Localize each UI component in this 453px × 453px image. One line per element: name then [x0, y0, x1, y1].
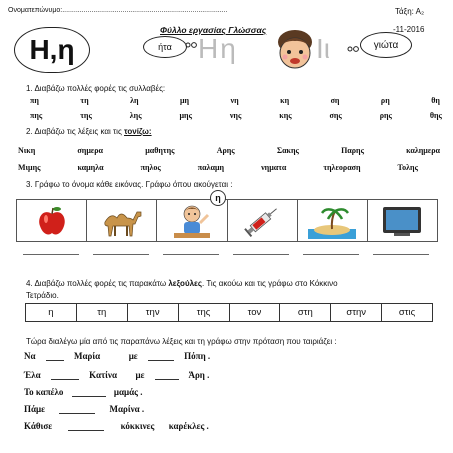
- syllable: ρης: [379, 111, 392, 120]
- syllable: ρη: [380, 96, 390, 105]
- small-word-box: στις: [398, 307, 416, 318]
- syllable: μη: [180, 96, 190, 105]
- sentence-5: [24, 421, 209, 431]
- section4-heading-emph: λεξούλες: [168, 279, 203, 288]
- class-label: Τάξη: Α₂: [395, 7, 425, 16]
- apple-picture: [17, 200, 87, 241]
- eta-symbol-tab: η: [210, 190, 226, 206]
- syllable: νης: [229, 111, 242, 120]
- sentence-part: Έλα: [24, 370, 41, 380]
- small-word-box: τον: [230, 304, 281, 321]
- sentence-4: [24, 404, 144, 414]
- sentence-part: με: [135, 370, 145, 380]
- small-word-box: την: [128, 304, 179, 321]
- answer-blank[interactable]: [68, 422, 104, 431]
- small-word-box: της: [179, 304, 230, 321]
- answer-blank[interactable]: [155, 371, 179, 380]
- word-row-2: [18, 163, 418, 172]
- sentence-part: Άρη .: [188, 370, 210, 380]
- sentence-part: Μαρία: [74, 351, 101, 361]
- giota-cloud: γιώτα: [360, 32, 412, 58]
- word: Παρης: [341, 146, 364, 155]
- girl-face-icon: [272, 28, 318, 74]
- speech-tail-icon: [185, 40, 199, 50]
- sentence-part: κόκκινες: [120, 421, 155, 431]
- sentence-part: Το καπέλο: [24, 387, 64, 397]
- section2-heading: [26, 127, 152, 136]
- letter-cloud: Η,η: [14, 27, 90, 73]
- island-icon: [308, 203, 356, 239]
- name-field-label: Ονοματεπώνυμο:.....................................................................................: [8, 7, 228, 14]
- sentence-part: Πάμε: [24, 404, 45, 414]
- small-words-row: [25, 303, 433, 322]
- syllable: κης: [279, 111, 292, 120]
- syllable: πης: [30, 111, 43, 120]
- answer-line[interactable]: [23, 244, 79, 255]
- word: Τολης: [397, 163, 418, 172]
- worksheet-title: Φύλλο εργασίας Γλώσσας: [160, 25, 267, 35]
- speech-tail-icon-2: [346, 44, 360, 54]
- camel-icon: [97, 204, 147, 238]
- sentence-part: Να: [24, 351, 36, 361]
- word: Μιμης: [18, 163, 41, 172]
- big-iota-letters: Ιι: [316, 33, 330, 64]
- sentence-part: Πόπη .: [184, 351, 211, 361]
- word-row-1: [18, 146, 440, 155]
- syllable: θη: [431, 96, 440, 105]
- boy-icon: [170, 203, 214, 239]
- section2-heading-text: 2. Διαβάζω τις λέξεις και τις: [26, 127, 125, 136]
- island-picture: [298, 200, 368, 241]
- syllable: ση: [330, 96, 340, 105]
- date-label: -11-2016: [393, 25, 425, 34]
- syllable: πη: [30, 96, 39, 105]
- camel-picture: [87, 200, 157, 241]
- syllable: λης: [129, 111, 142, 120]
- word: τηλεοραση: [323, 163, 361, 172]
- syllable: μης: [179, 111, 192, 120]
- syllable: νη: [230, 96, 239, 105]
- section2-heading-emph: τονίζω:: [124, 127, 152, 136]
- syllable-row-2: [30, 111, 442, 120]
- fill-instruction: Τώρα διαλέγω μία από τις παραπάνω λέξεις και τη γράφω στην πρόταση που ταιριάζει :: [26, 337, 337, 346]
- answer-line[interactable]: [93, 244, 149, 255]
- small-word-box: η: [26, 304, 77, 321]
- sentence-2: [24, 370, 209, 380]
- tv-icon: [379, 204, 425, 238]
- section4-heading-text: 4. Διαβάζω πολλές φορές τις παρακάτω: [26, 279, 169, 288]
- section4-heading-tail: . Τις ακούω και τις γράφω στο Κόκκινο: [202, 279, 338, 288]
- sentence-part: Κατίνα: [89, 370, 117, 380]
- word: καλημερα: [406, 146, 440, 155]
- syllable: κη: [280, 96, 290, 105]
- section1-heading: 1. Διαβάζω πολλές φορές τις συλλαβές:: [26, 84, 166, 93]
- section4-heading-line2: Τετράδιο.: [26, 291, 59, 300]
- answer-line[interactable]: [233, 244, 289, 255]
- small-word-box: τη: [77, 304, 128, 321]
- syllable: λη: [130, 96, 139, 105]
- answer-blank[interactable]: [59, 405, 95, 414]
- sentence-part: Μαρίνα .: [109, 404, 145, 414]
- answer-line[interactable]: [163, 244, 219, 255]
- sentence-1: [24, 351, 210, 361]
- apple-icon: [35, 204, 69, 238]
- word: Σακης: [276, 146, 299, 155]
- sentence-part: Κάθισε: [24, 421, 53, 431]
- word: μαθητης: [145, 146, 175, 155]
- syringe-picture: [228, 200, 298, 241]
- syllable: θης: [429, 111, 442, 120]
- syllable-row-1: [30, 96, 440, 105]
- syllable: της: [80, 111, 92, 120]
- word: πηλος: [140, 163, 161, 172]
- big-eta-letters: Ηη: [198, 33, 238, 64]
- sentence-part: με: [128, 351, 138, 361]
- sentence-3: [24, 387, 142, 397]
- syllable: σης: [329, 111, 342, 120]
- sentence-part: μαμάς .: [113, 387, 143, 397]
- section3-heading: 3. Γράφω το όνομα κάθε εικόνας. Γράφω όπου ακούγεται :: [26, 180, 233, 189]
- answer-line[interactable]: [373, 244, 429, 255]
- word: σημερα: [77, 146, 104, 155]
- section4-heading: [26, 279, 446, 288]
- word: παλαμη: [197, 163, 225, 172]
- tv-picture: [368, 200, 437, 241]
- picture-row: [16, 199, 438, 242]
- answer-blank[interactable]: [72, 388, 106, 397]
- word: Νικη: [18, 146, 36, 155]
- syringe-icon: [242, 203, 282, 239]
- small-word-box: στη: [280, 304, 331, 321]
- word: Αρης: [216, 146, 235, 155]
- answer-line[interactable]: [303, 244, 359, 255]
- small-word-box: στην: [331, 304, 382, 321]
- word: νηματα: [261, 163, 287, 172]
- answer-blank[interactable]: [148, 352, 174, 361]
- answer-lines: [16, 244, 436, 255]
- syllable: τη: [80, 96, 89, 105]
- boy-picture: [157, 200, 227, 241]
- word: καμηλα: [77, 163, 104, 172]
- sentence-part: καρέκλες .: [168, 421, 209, 431]
- answer-blank[interactable]: [46, 352, 64, 361]
- ita-cloud: ήτα: [143, 36, 187, 58]
- answer-blank[interactable]: [51, 371, 79, 380]
